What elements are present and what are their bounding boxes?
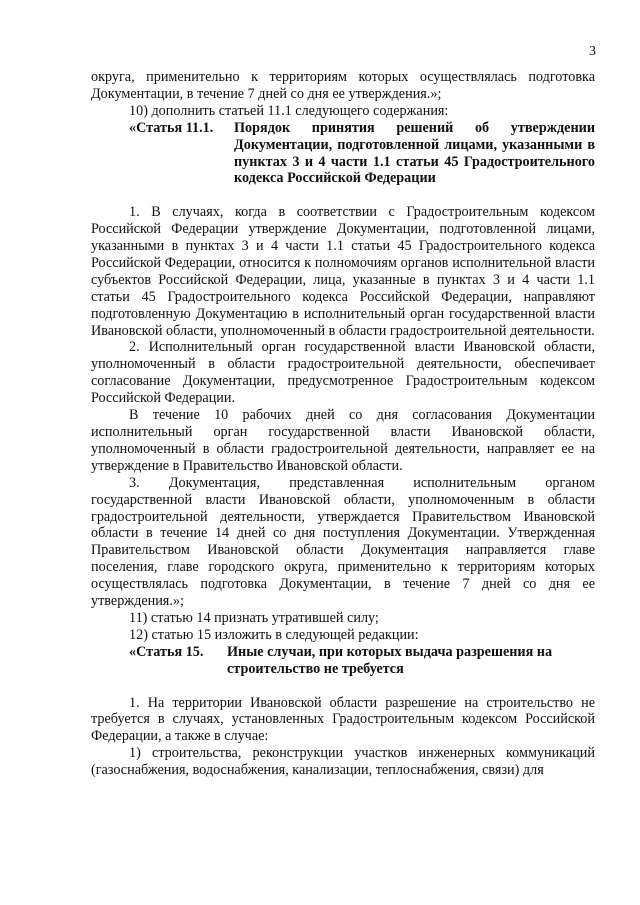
paragraph-item-11: 11) статью 14 признать утратившей силу;: [129, 609, 379, 626]
spacer: [91, 187, 595, 204]
article-11-1-clause-2-cont: В течение 10 рабочих дней со дня согласования Документации исполнительный орган государственной власти Ивановской области, уполномоченный в области градостроительной деятельности, направляет ее на утверждение в Правительство Ивановской области.: [91, 407, 595, 474]
article-11-1-label: «Статья 11.1.: [129, 119, 214, 136]
paragraph-item-12: 12) статью 15 изложить в следующей редакции:: [129, 626, 419, 643]
article-11-1-heading: [91, 120, 595, 188]
page-number: 3: [589, 44, 596, 59]
article-11-1-clause-3: 3. Документация, представленная исполнительным органом государственной власти Ивановской области, уполномоченным в области градостроительной деятельности, утверждается Правительством Ивановской области в течение 14 дней со дня поступления Документации. Утвержденная Правительством Ивановской области Документация направляется главе поселения, главе городского округа, применительно к территориям которых осуществлялась подготовка Документации, в течение 7 дней со дня ее утверждения.»;: [91, 474, 595, 610]
article-11-1-clause-1: 1. В случаях, когда в соответствии с Градостроительным кодексом Российской Федерации утверждение Документации, подготовленной лицами, указанными в пунктах 3 и 4 части 1.1 статьи 45 Градостроительного кодекса Российской Федерации, относится к полномочиям органов исполнительной власти субъектов Российской Федерации, лица, указанные в пунктах 3 и 4 части 1.1 статьи 45 Градостроительного кодекса Российской Федерации, направляют подготовленную Документацию в исполнительный орган государственной власти Ивановской области, уполномоченный в области градостроительной деятельности.: [91, 204, 595, 339]
article-15-label: «Статья 15.: [129, 643, 204, 660]
paragraph-item-10: 10) дополнить статьей 11.1 следующего содержания:: [129, 102, 449, 119]
article-11-1-clause-2: 2. Исполнительный орган государственной власти Ивановской области, уполномоченный в области градостроительной деятельности, обеспечивает согласование Документации, предусмотренное Градостроительным кодексом Российской Федерации.: [91, 339, 595, 407]
article-15-title: Иные случаи, при которых выдача разрешения на строительство не требуется: [227, 643, 553, 677]
document-body: [91, 69, 595, 779]
article-15-subclause-1: 1) строительства, реконструкции участков инженерных коммуникаций (газоснабжения, водоснабжения, канализации, теплоснабжения, связи) для: [91, 745, 595, 779]
article-15-heading: [91, 644, 595, 678]
spacer: [91, 678, 595, 695]
paragraph-continuation: округа, применительно к территориям которых осуществлялась подготовка Документации, в течение 7 дней со дня ее утверждения.»;: [91, 69, 595, 102]
article-11-1-title: Порядок принятия решений об утверждении Документации, подготовленной лицами, указанными в пунктах 3 и 4 части 1.1 статьи 45 Градостроительного кодекса Российской Федерации: [234, 119, 595, 187]
article-15-clause-1: 1. На территории Ивановской области разрешение на строительство не требуется в случаях, установленных Градостроительным кодексом Российской Федерации, а также в случае:: [91, 694, 595, 745]
